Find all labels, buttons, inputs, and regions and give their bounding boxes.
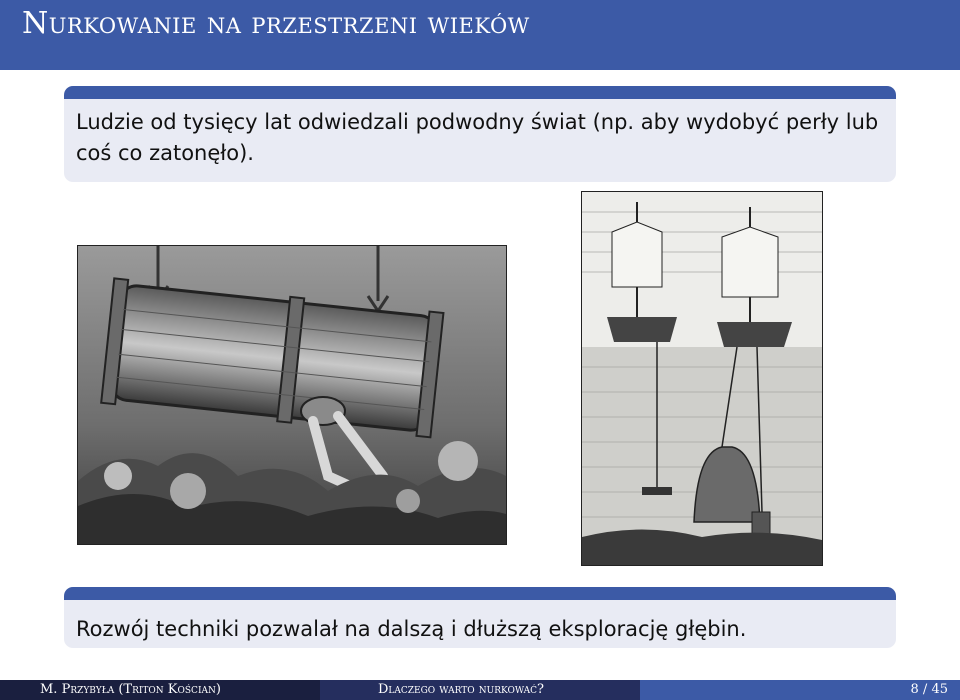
block-header-bar [64, 86, 896, 99]
footer-author-section [0, 680, 320, 700]
intro-block-text: Ludzie od tysięcy lat odwiedzali podwodny świat (np. aby wydobyć perły lub coś co zatonęło). [76, 110, 879, 165]
footer-page-section [640, 680, 960, 700]
diving-bell-engraving [581, 191, 823, 566]
footer [0, 680, 960, 700]
intro-block [64, 86, 896, 182]
footer-talk-title: Dlaczego warto nurkować? [378, 682, 544, 697]
progress-block-text: Rozwój techniki pozwalał na dalszą i dłuższą eksplorację głębin. [76, 617, 747, 641]
frame-title: Nurkowanie na przestrzeni wieków [22, 6, 530, 41]
footer-author: M. Przybyła (Triton Kościan) [40, 682, 221, 697]
frame-title-bar [0, 0, 960, 70]
diving-barrel-illustration [77, 245, 507, 545]
footer-title-section [320, 680, 640, 700]
diving-bell-drawing [582, 192, 822, 565]
block-header-bar [64, 587, 896, 600]
footer-page-number: 8 / 45 [910, 682, 948, 697]
progress-block [64, 587, 896, 648]
diving-barrel-drawing [78, 246, 506, 544]
